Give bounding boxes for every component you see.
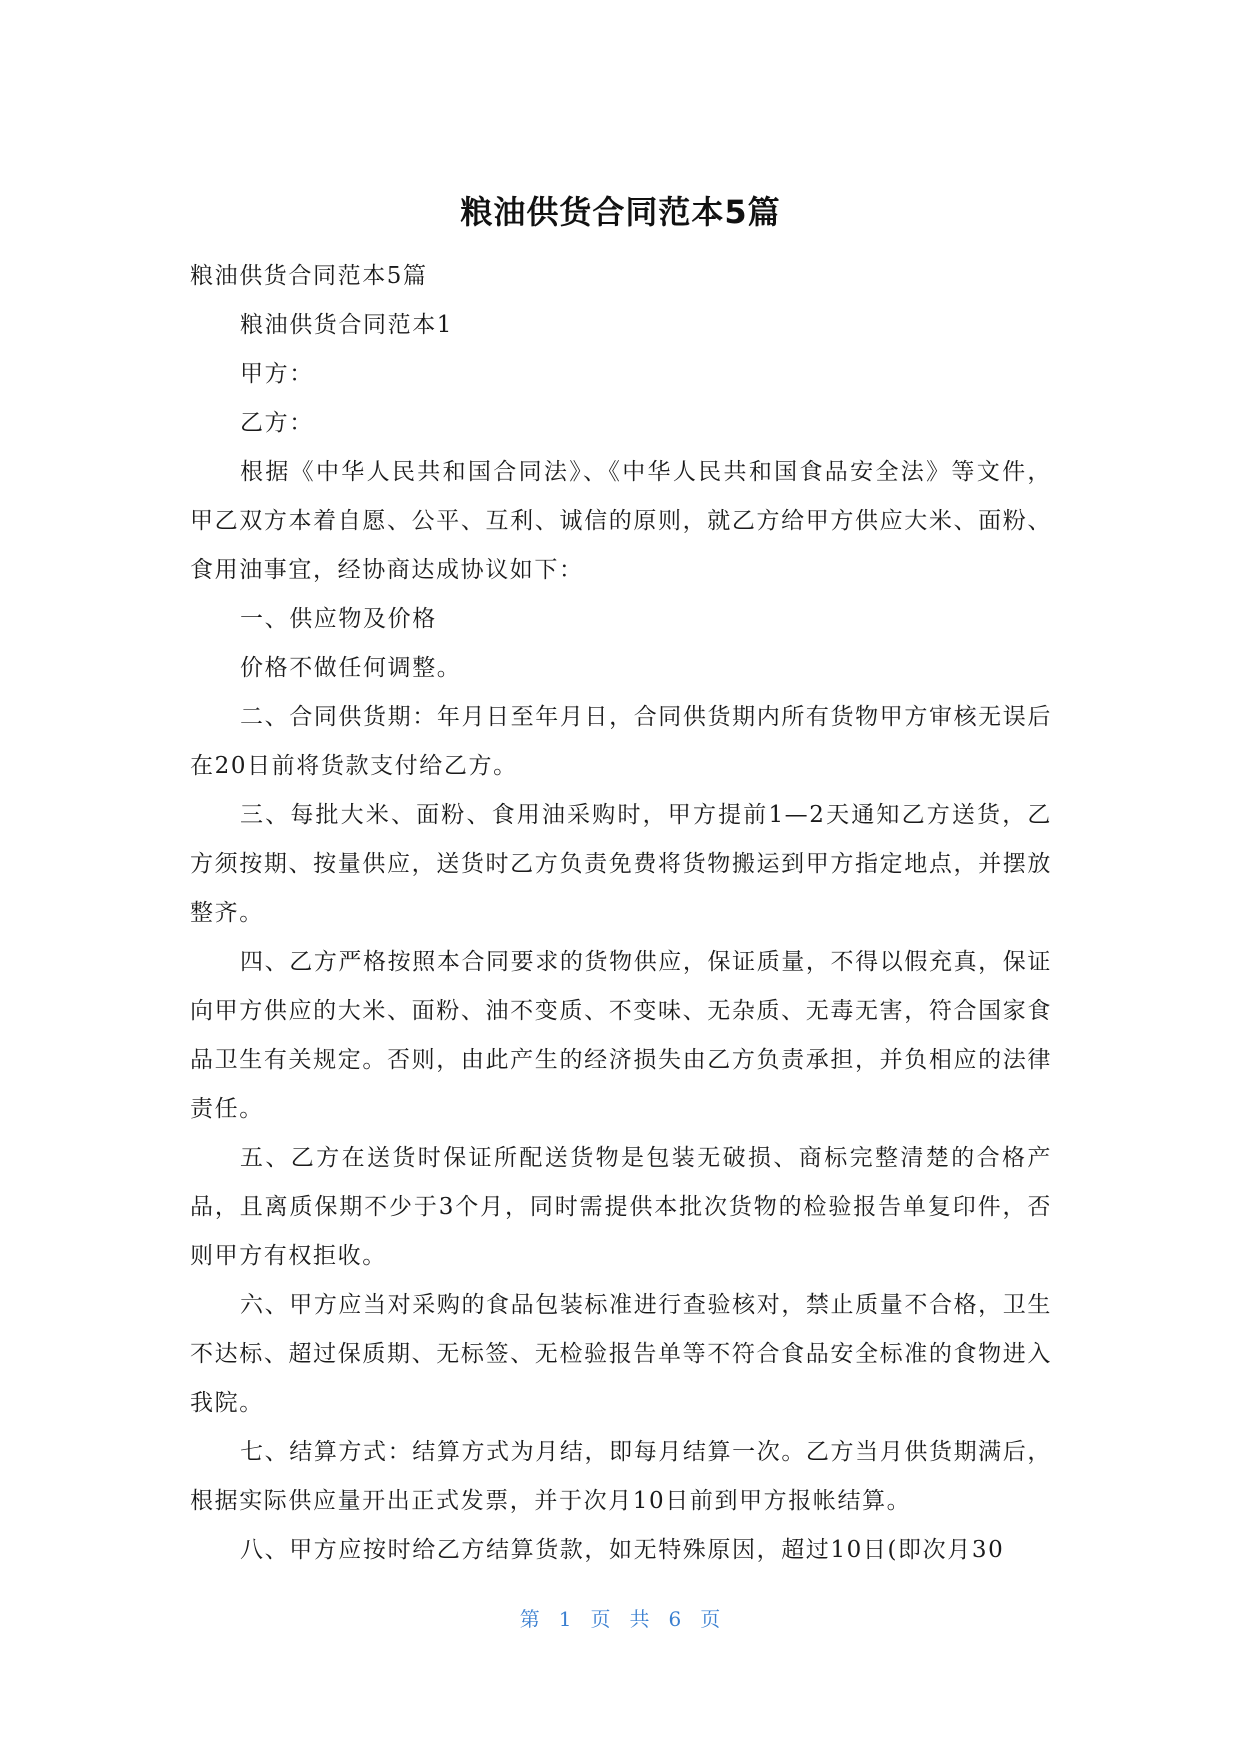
document-body [190, 252, 1052, 1575]
body-paragraph: 根据《中华人民共和国合同法》、《中华人民共和国食品安全法》等文件，甲乙双方本着自愿、公平、互利、诚信的原则，就乙方给甲方供应大米、面粉、食用油事宜，经协商达成协议如下： [190, 459, 1052, 583]
body-paragraph: 四、乙方严格按照本合同要求的货物供应，保证质量，不得以假充真，保证向甲方供应的大米、面粉、油不变质、不变味、无杂质、无毒无害，符合国家食品卫生有关规定。否则，由此产生的经济损失由乙方负责承担，并负相应的法律责任。 [190, 949, 1052, 1122]
body-paragraph: 粮油供货合同范本5篇 [190, 263, 428, 289]
footer-page-unit: 页 [590, 1607, 612, 1631]
document-title: 粮油供货合同范本5篇 [460, 193, 781, 231]
body-paragraph: 乙方： [240, 410, 314, 436]
footer-total-label: 共 [629, 1607, 651, 1631]
body-paragraph: 七、结算方式：结算方式为月结，即每月结算一次。乙方当月供货期满后，根据实际供应量开出正式发票，并于次月10日前到甲方报帐结算。 [190, 1439, 1052, 1514]
body-paragraph: 甲方： [240, 361, 314, 387]
footer-page-label: 第 [519, 1607, 541, 1631]
body-paragraph: 价格不做任何调整。 [240, 655, 462, 681]
footer-total-unit: 页 [700, 1607, 722, 1631]
body-paragraph: 五、乙方在送货时保证所配送货物是包装无破损、商标完整清楚的合格产品，且离质保期不少于3个月，同时需提供本批次货物的检验报告单复印件，否则甲方有权拒收。 [190, 1145, 1052, 1269]
body-paragraph: 六、甲方应当对采购的食品包装标准进行查验核对，禁止质量不合格，卫生不达标、超过保质期、无标签、无检验报告单等不符合食品安全标准的食物进入我院。 [190, 1292, 1052, 1416]
footer-total-pages: 6 [668, 1607, 683, 1631]
page-footer [0, 1605, 1241, 1633]
body-paragraph: 八、甲方应按时给乙方结算货款，如无特殊原因，超过10日(即次月30 [240, 1537, 1005, 1563]
body-paragraph: 三、每批大米、面粉、食用油采购时，甲方提前1—2天通知乙方送货，乙方须按期、按量供应，送货时乙方负责免费将货物搬运到甲方指定地点，并摆放整齐。 [190, 802, 1052, 926]
body-paragraph: 粮油供货合同范本1 [240, 312, 454, 338]
footer-page-number: 1 [558, 1607, 573, 1631]
body-paragraph: 一、供应物及价格 [240, 606, 437, 632]
body-paragraph: 二、合同供货期：年月日至年月日，合同供货期内所有货物甲方审核无误后在20日前将货款支付给乙方。 [190, 704, 1052, 779]
